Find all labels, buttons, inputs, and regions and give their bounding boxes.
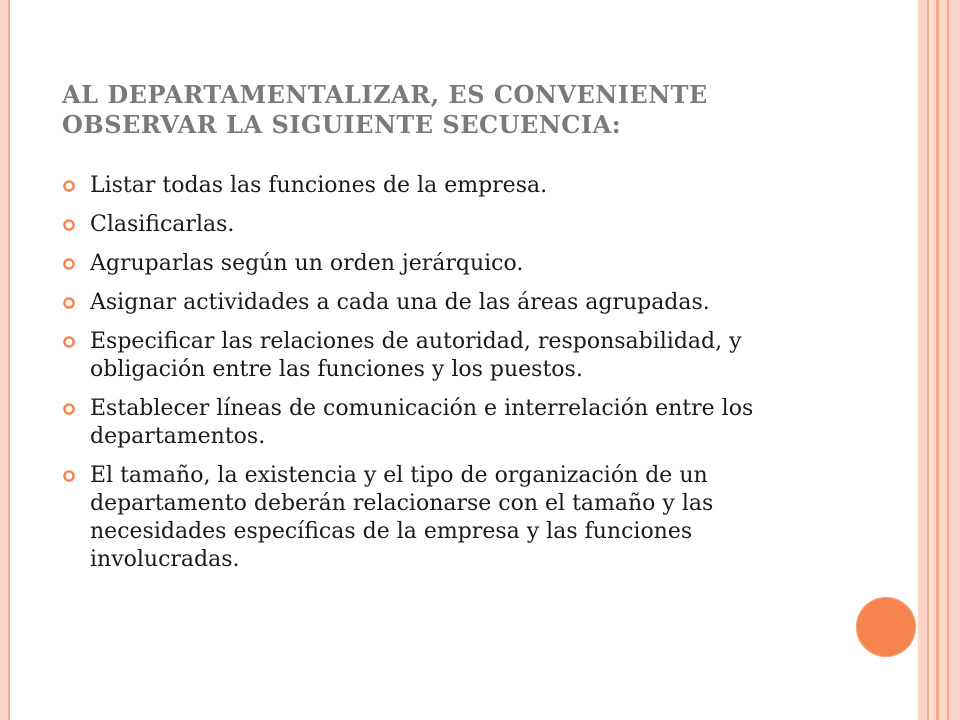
- list-item-text: Clasificarlas.: [90, 212, 235, 237]
- bullet-ring-icon: [62, 469, 76, 483]
- slide-title: AL DEPARTAMENTALIZAR, ES CONVENIENTE OBSERVAR LA SIGUIENTE SECUENCIA:: [62, 80, 708, 139]
- list-item-text: El tamaño, la existencia y el tipo de organización de un departamento deberán relacionarse con el tamaño y las necesidades específicas de la empresa y las funciones involucradas.: [90, 463, 714, 572]
- list-item-text: Agruparlas según un orden jerárquico.: [90, 251, 524, 276]
- left-border-line: [8, 0, 10, 720]
- list-item: [62, 395, 842, 451]
- bullet-list: [62, 172, 842, 585]
- list-item: [62, 328, 842, 384]
- bullet-ring-icon: [62, 402, 76, 416]
- left-border-decoration: [0, 0, 8, 720]
- list-item-text: Listar todas las funciones de la empresa.: [90, 173, 548, 198]
- list-item-text: Especificar las relaciones de autoridad, responsabilidad, y obligación entre las funciones y los puestos.: [90, 329, 742, 382]
- list-item-text: Establecer líneas de comunicación e interrelación entre los departamentos.: [90, 396, 754, 449]
- list-item: [62, 172, 842, 200]
- list-item: [62, 250, 842, 278]
- list-item: [62, 289, 842, 317]
- list-item: [62, 462, 842, 574]
- right-border-decoration: [939, 0, 947, 720]
- accent-circle: [856, 597, 916, 657]
- bullet-ring-icon: [62, 257, 76, 271]
- bullet-ring-icon: [62, 218, 76, 232]
- bullet-ring-icon: [62, 335, 76, 349]
- bullet-ring-icon: [62, 296, 76, 310]
- right-border-decoration: [949, 0, 960, 720]
- right-border-decoration: [918, 0, 927, 720]
- bullet-ring-icon: [62, 179, 76, 193]
- list-item: [62, 211, 842, 239]
- list-item-text: Asignar actividades a cada una de las áreas agrupadas.: [90, 290, 710, 315]
